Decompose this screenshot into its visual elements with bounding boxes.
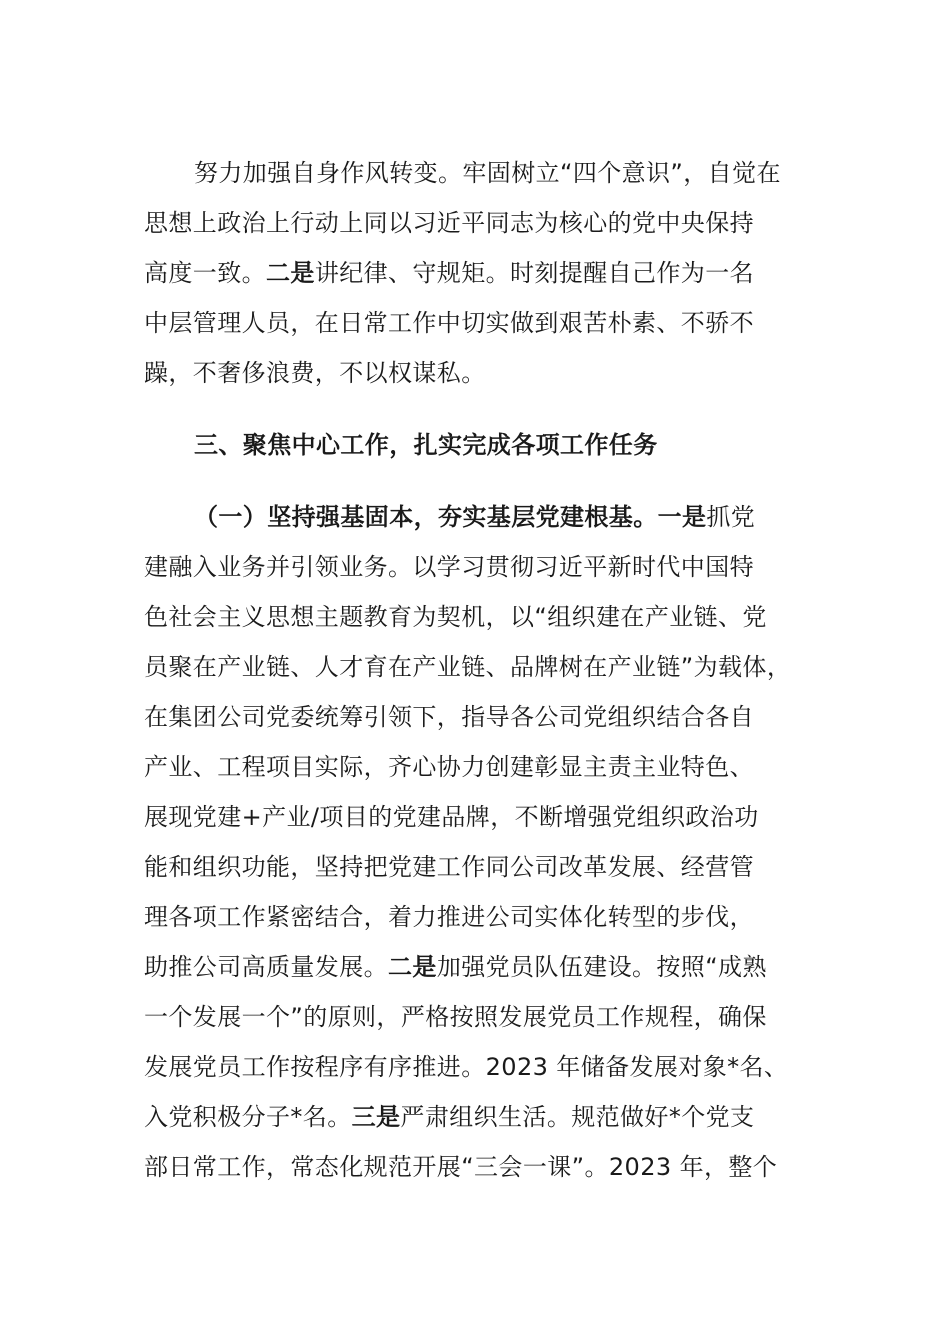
paragraph-line: 一个发展一个”的原则，严格按照发展党员工作规程，确保 — [144, 1003, 767, 1031]
bold-marker: 二是 — [266, 259, 315, 287]
paragraph-line — [144, 952, 767, 982]
paragraph-line: 躁，不奢侈浪费，不以权谋私。 — [144, 359, 486, 387]
paragraph-line: 产业、工程项目实际，齐心协力创建彰显主责主业特色、 — [144, 753, 754, 781]
paragraph-line: 发展党员工作按程序有序推进。2023 年储备发展对象*名、 — [144, 1053, 789, 1081]
subsection-heading: （一）坚持强基固本，夯实基层党建根基。一是 — [194, 503, 707, 531]
paragraph-line: 色社会主义思想主题教育为契机，以“组织建在产业链、党 — [144, 603, 767, 631]
text-run: 高度一致。 — [144, 259, 266, 287]
paragraph-line: 部日常工作，常态化规范开展“三会一课”。2023 年，整个 — [144, 1153, 778, 1181]
text-run: 严肃组织生活。规范做好*个党支 — [400, 1103, 755, 1131]
paragraph-line: 建融入业务并引领业务。以学习贯彻习近平新时代中国特 — [144, 553, 754, 581]
paragraph-line: 员聚在产业链、人才育在产业链、品牌树在产业链”为载体， — [144, 653, 792, 681]
paragraph-line: 中层管理人员，在日常工作中切实做到艰苦朴素、不骄不 — [144, 309, 754, 337]
paragraph-line: 理各项工作紧密结合，着力推进公司实体化转型的步伐， — [144, 903, 754, 931]
text-run: 助推公司高质量发展。 — [144, 953, 388, 981]
text-run: 加强党员队伍建设。按照“成熟 — [436, 953, 767, 981]
paragraph-line — [144, 1102, 754, 1132]
paragraph-line — [194, 502, 755, 532]
text-run: 入党积极分子*名。 — [144, 1103, 352, 1131]
paragraph-line: 思想上政治上行动上同以习近平同志为核心的党中央保持 — [144, 209, 754, 237]
paragraph-line: 展现党建+产业/项目的党建品牌，不断增强党组织政治功 — [144, 803, 759, 831]
text-run: 讲纪律、守规矩。时刻提醒自己作为一名 — [314, 259, 755, 287]
bold-marker: 三是 — [351, 1103, 401, 1131]
section-heading: 三、聚焦中心工作，扎实完成各项工作任务 — [194, 431, 658, 459]
paragraph-line — [144, 258, 754, 288]
text-run: 抓党 — [706, 503, 756, 531]
paragraph-line: 努力加强自身作风转变。牢固树立“四个意识”，自觉在 — [194, 159, 781, 187]
paragraph-line: 在集团公司党委统筹引领下，指导各公司党组织结合各自 — [144, 703, 754, 731]
paragraph-line: 能和组织功能，坚持把党建工作同公司改革发展、经营管 — [144, 853, 754, 881]
bold-marker: 二是 — [388, 953, 437, 981]
